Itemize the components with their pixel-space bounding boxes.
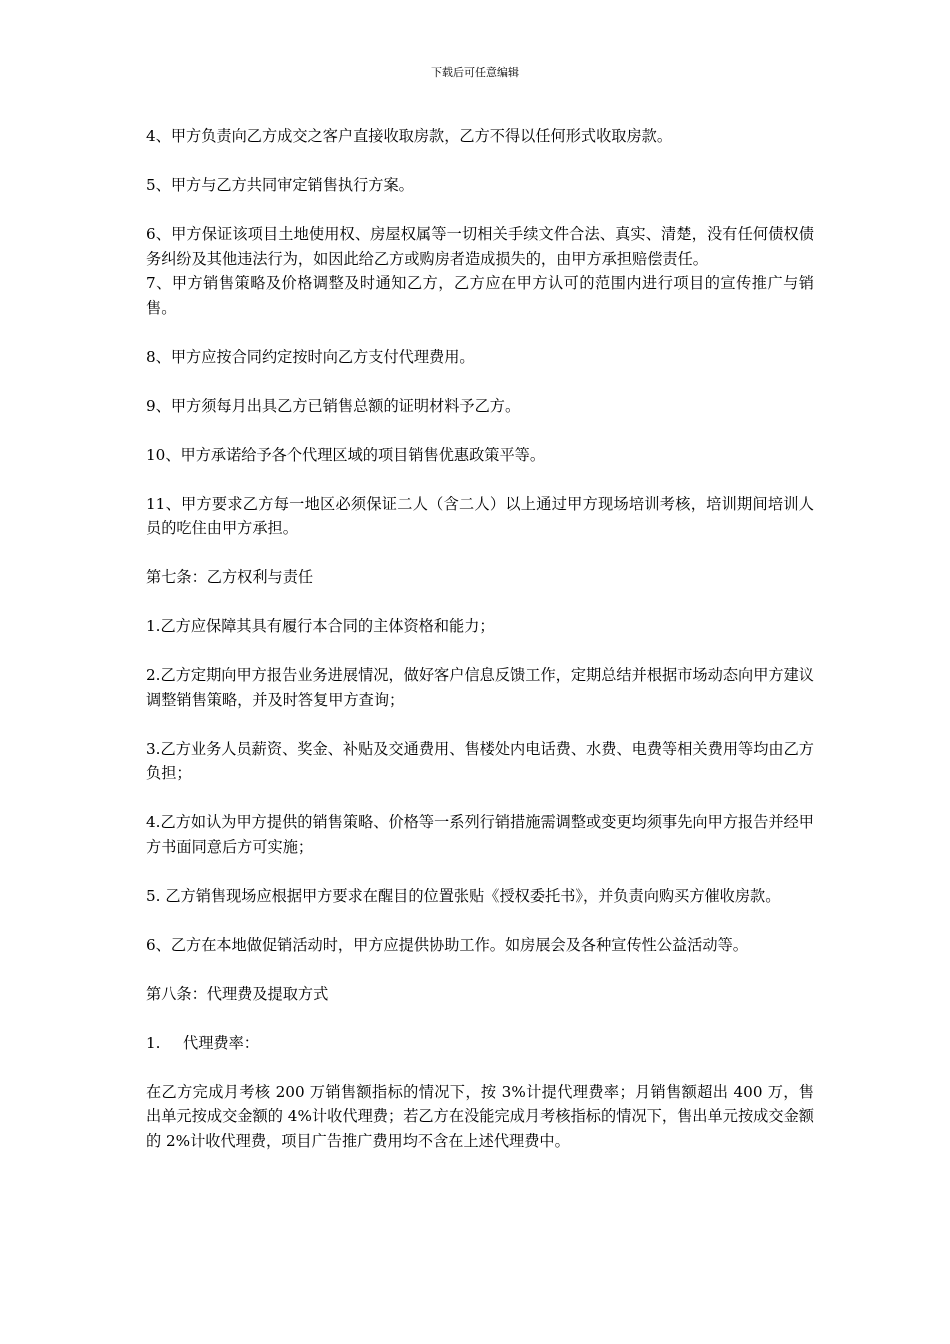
clause-yi-3: 3.乙方业务人员薪资、奖金、补贴及交通费用、售楼处内电话费、水费、电费等相关费用等均由乙方负担； <box>146 739 814 782</box>
clause-jia-5: 5、甲方与乙方共同审定销售执行方案。 <box>146 176 414 194</box>
section-heading-article-8: 第八条：代理费及提取方式 <box>146 984 329 1003</box>
clause-yi-5: 5. 乙方销售现场应根据甲方要求在醒目的位置张贴《授权委托书》，并负责向购买方催收房款。 <box>146 886 781 905</box>
section-heading-article-7: 第七条：乙方权利与责任 <box>146 568 314 586</box>
list-number: 1. <box>146 1033 161 1052</box>
clause-jia-10: 10、甲方承诺给予各个代理区域的项目销售优惠政策平等。 <box>146 445 546 464</box>
commission-rate-body: 在乙方完成月考核 200 万销售额指标的情况下，按 3%计提代理费率；月销售额超出 400 万，售出单元按成交金额的 4%计收代理费；若乙方在没能完成月考核指标的情况下，售出单元按成交金额的 2%计收代理费，项目广告推广费用均不含在上述代理费中。 <box>146 1082 814 1150</box>
clause-jia-7: 7、甲方销售策略及价格调整及时通知乙方，乙方应在甲方认可的范围内进行项目的宣传推广与销售。 <box>146 274 814 317</box>
clause-yi-1: 1.乙方应保障其具有履行本合同的主体资格和能力； <box>146 617 495 635</box>
clause-jia-6: 6、甲方保证该项目土地使用权、房屋权属等一切相关手续文件合法、真实、清楚，没有任何债权债务纠纷及其他违法行为，如因此给乙方或购房者造成损失的，由甲方承担赔偿责任。 <box>146 225 814 268</box>
document-body <box>146 124 814 1178</box>
clause-jia-8: 8、甲方应按合同约定按时向乙方支付代理费用。 <box>146 347 475 366</box>
clause-jia-9: 9、甲方须每月出具乙方已销售总额的证明材料予乙方。 <box>146 396 521 415</box>
clause-yi-6: 6、乙方在本地做促销活动时，甲方应提供协助工作。如房展会及各种宣传性公益活动等。 <box>146 935 748 954</box>
page-header: 下载后可任意编辑 <box>431 66 519 79</box>
clause-yi-4: 4.乙方如认为甲方提供的销售策略、价格等一系列行销措施需调整或变更均须事先向甲方报告并经甲方书面同意后方可实施； <box>146 813 814 856</box>
clause-jia-4: 4、甲方负责向乙方成交之客户直接收取房款，乙方不得以任何形式收取房款。 <box>146 127 673 145</box>
list-text: 代理费率： <box>183 1033 259 1052</box>
clause-jia-11: 11、甲方要求乙方每一地区必须保证二人（含二人）以上通过甲方现场培训考核，培训期间培训人员的吃住由甲方承担。 <box>146 494 814 537</box>
commission-rate-heading <box>146 1031 814 1056</box>
clause-yi-2: 2.乙方定期向甲方报告业务进展情况，做好客户信息反馈工作，定期总结并根据市场动态向甲方建议调整销售策略，并及时答复甲方查询； <box>146 666 814 709</box>
